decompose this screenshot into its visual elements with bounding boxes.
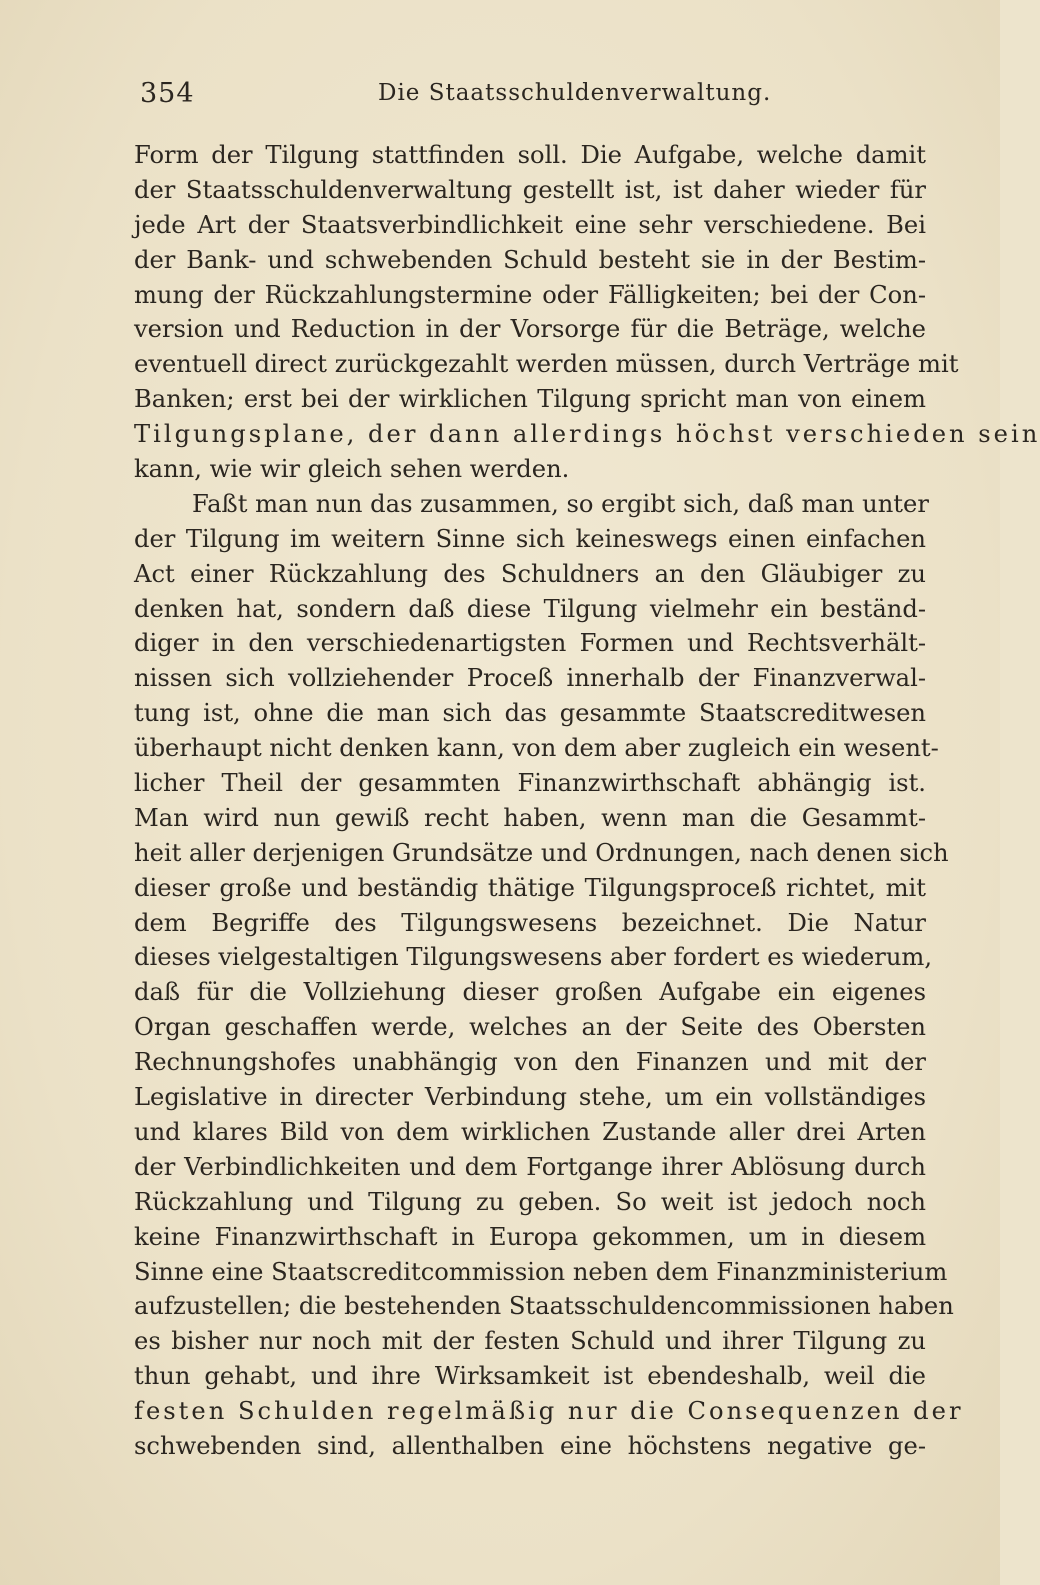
text-line: dieser große und beständig thätige Tilgungsproceß richtet, mit [134,873,926,902]
text-line: es bisher nur noch mit der festen Schuld und ihrer Tilgung zu [134,1327,926,1356]
text-line: Form der Tilgung stattfinden soll. Die Aufgabe, welche damit [134,141,926,169]
text-line: Man wird nun gewiß recht haben, wenn man die Gesammt- [134,803,926,832]
text-line: Act einer Rückzahlung des Schuldners an den Gläubiger zu [134,559,926,588]
text-line: der Staatsschuldenverwaltung gestellt ist, ist daher wieder für [134,175,926,204]
text-line: dem Begriffe des Tilgungswesens bezeichnet. Die Natur [134,908,926,937]
text-line: dieses vielgestaltigen Tilgungswesens aber fordert es wiederum, [134,943,933,972]
text-line: Faßt man nun das zusammen, so ergibt sich, daß man unter [192,489,929,518]
text-line: Banken; erst bei der wirklichen Tilgung spricht man von einem [134,385,926,414]
text-line: überhaupt nicht denken kann, von dem aber zugleich ein wesent- [134,734,939,763]
text-line: keine Finanzwirthschaft in Europa gekommen, um in diesem [134,1222,926,1251]
text-line: kann, wie wir gleich sehen werden. [134,455,570,484]
text-line: nissen sich vollziehender Proceß innerhalb der Finanzverwal- [134,664,926,693]
text-line: der Tilgung im weitern Sinne sich keineswegs einen einfachen [134,524,926,553]
text-line: tung ist, ohne die man sich das gesammte Staatscreditwesen [134,699,926,728]
text-line: heit aller derjenigen Grundsätze und Ordnungen, nach denen sich [134,838,949,867]
text-line: Rückzahlung und Tilgung zu geben. So weit ist jedoch noch [134,1187,926,1216]
text-line: licher Theil der gesammten Finanzwirthschaft abhängig ist. [134,769,926,798]
running-title: Die Staatsschuldenverwaltung. [378,80,772,106]
page-header [140,78,922,118]
text-line: der Verbindlichkeiten und dem Fortgange ihrer Ablösung durch [134,1152,926,1181]
text-line: festen Schulden regelmäßig nur die Consequenzen der [134,1397,964,1426]
text-line: und klares Bild von dem wirklichen Zustande aller drei Arten [134,1117,926,1146]
text-line: aufzustellen; die bestehenden Staatsschuldencommissionen haben [134,1292,954,1321]
text-line: Rechnungshofes unabhängig von den Finanzen und mit der [134,1048,926,1077]
text-line: denken hat, sondern daß diese Tilgung vielmehr ein beständ- [134,594,926,623]
text-line: jede Art der Staatsverbindlichkeit eine sehr verschiedene. Bei [134,210,926,239]
text-line: mung der Rückzahlungstermine oder Fälligkeiten; bei der Con- [134,280,926,309]
text-line: schwebenden sind, allenthalben eine höchstens negative ge- [134,1431,926,1460]
text-line: der Bank- und schwebenden Schuld besteht sie in der Bestim- [134,245,926,274]
page-number: 354 [140,78,195,109]
text-line: daß für die Vollziehung dieser großen Aufgabe ein eigenes [134,978,926,1007]
text-line: Organ geschaffen werde, welches an der Seite des Obersten [134,1013,926,1042]
text-line: version und Reduction in der Vorsorge für die Beträge, welche [134,315,926,344]
text-line: eventuell direct zurückgezahlt werden müssen, durch Verträge mit [134,350,959,379]
body-text [134,138,1040,1464]
text-line: diger in den verschiedenartigsten Formen und Rechtsverhält- [134,629,926,658]
text-line: Sinne eine Staatscreditcommission neben dem Finanzministerium [134,1257,948,1286]
text-line: Legislative in directer Verbindung stehe, um ein vollständiges [134,1083,926,1112]
text-line: thun gehabt, und ihre Wirksamkeit ist ebendeshalb, weil die [134,1362,926,1391]
text-line: Tilgungsplane, der dann allerdings höchst verschieden sein [134,420,1040,449]
